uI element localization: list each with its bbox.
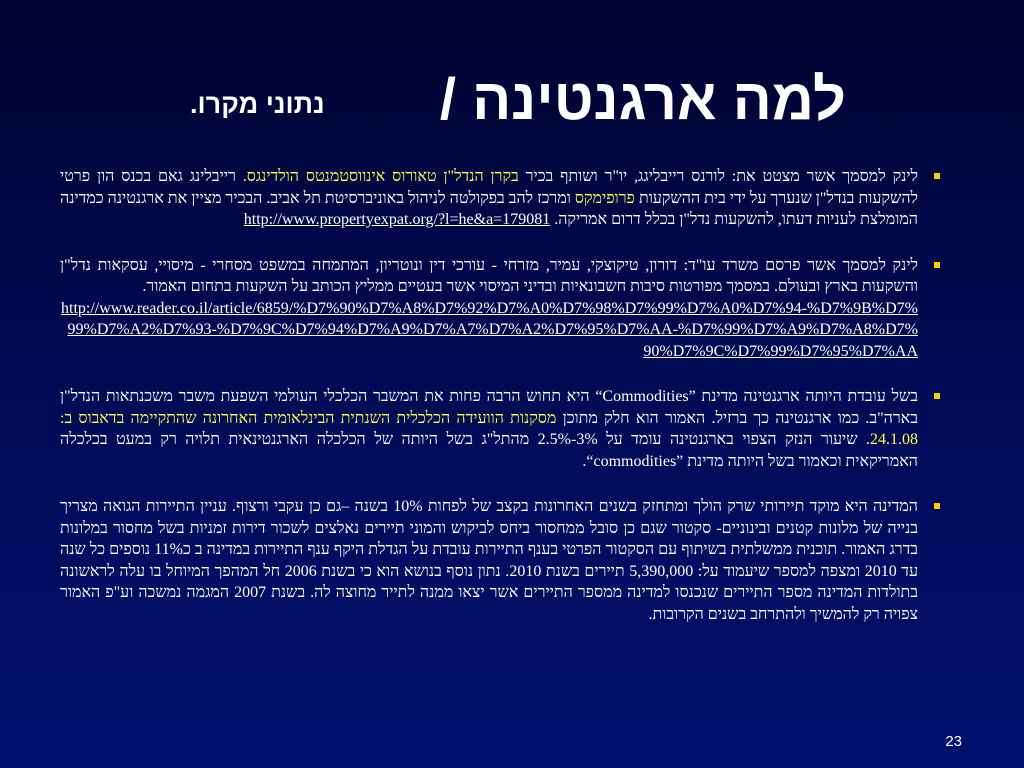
bullet-item-1 [60,166,940,231]
bullet-1-highlight-fund: בקרן הנדל"ן טאורוס אינווסטמנטס הולדינגס. [242,168,519,185]
bullet-3-percent: 2.5%-3% [537,431,598,448]
bullet-3-text: בשל עובדת היותה ארגנטינה מדינת [695,388,918,405]
bullet-3-highlight-davos: מסקנות הוועידה הכלכלית השנתית הבינלאומית האחרונה שהתקיימה בדאבוס ב: 24.1.08 [60,409,918,448]
bullet-4-text: המדינה היא מוקד תיירותי שרק הולך ומתחזק בשנים האחרונות בקצב של לפחות 10% בשנה –גם כן עקבי ורצוף. עניין התיירות הגואה מצריך בנייה של מלונות קטנים ובינוניים- סקטור שגם כן סובל ממחסור ביחס לביקוש והמוני תיירים נאלצים לשכור דירות זמניות בשל מחסור במלונות בדרג האמור. תוכנית ממשלתית בשיתוף עם הסקטור הפרטי בענף התיירות עובדת על הגדלת היקף ענף התיירות במדינה ב כ11% נוספים כל שנה עד 2010 ומצפה למספר שיעמוד על: 5,390,000 תיירים בשנת 2010. נתון נוסף בנושא הוא כי בשנת 2006 חל המהפך המיוחל בו עלה לראשונה בתולדות המדינה מספר התיירים שנכנסו למדינה ממספר התיירים אשר יצאו ממנה לתייר מחוצה לה. בשנת 2007 המגמה נמשכה וע"פ האמור צפויה רק להמשיך ולהתרחב בשנים הקרובות. [60,498,919,623]
slide-content [60,166,940,649]
slide-title [0,60,1024,140]
bullet-3-text-2: היא תחוש הרבה פחות את המשבר הכלכלי העולמי השפעת משבר משכנתאות הנדל"ן בארה"ב. כמו ארגנטינה כך ברזיל. האמור הוא חלק מתוכן [60,388,918,427]
bullet-marker-icon [934,393,940,399]
bullet-item-4 [60,496,940,625]
bullet-3-text-3: . שיעור הנזק הצפוי בארגנטינה עומד על [597,431,870,448]
bullet-3-commodities-quote-2: “commodities” [586,452,684,470]
title-main: למה ארגנטינה / [439,67,846,132]
bullet-item-2 [60,255,940,363]
bullet-1-text: לינק למסמך אשר מצטט את: לורנס רייבליגג, יו"ר ושותף בכיר [518,168,919,185]
bullet-2-text: לינק למסמך אשר פרסם משרד עו"ד: דורון, טיקוצקי, עמיר, מזרחי - עורכי דין ונוטריון, המתמחה במשפט מסחרי - מיסויי, עסקאות נדל"ן והשקעות בארץ ובעולם. במסמך מפורטות סיבות חשבונאיות ובדיני המיסוי אשר בעטיים ממליץ הכותב על השקעות בתחום האמור. [60,256,918,295]
bullet-3-text-4: מהתל"ג בשל היותה של הכלכלה הארגנטינאית תלויה רק במעט בכלכלה האמריקאית וכאמור בשל היותה מדינת [60,431,918,470]
bullet-2-link[interactable]: http://www.reader.co.il/article/6859/%D7%90%D7%A8%D7%92%D7%A0%D7%98%D7%99%D7%A0%D7%94-%D7%9B%D7%99%D7%A2%D7%93-%D7%9C%D7%94%D7%A9%D7%A7%D7%A2%D7%95%D7%AA-%D7%99%D7%A9%D7%A8%D7%90%D7%9C%D7%99%D7%95%D7%AA [61,299,918,360]
title-subtitle: נתוני מקרו. [190,89,325,119]
bullet-1-text-2: רייבלינג גאם בכנס הון פרטי להשקעות בנדל"ן שנערך על ידי בית ההשקעות [60,168,919,207]
page-number: 23 [945,733,962,750]
bullet-1-link[interactable]: http://www.propertyexpat.org/?l=he&a=179081 [243,211,551,228]
bullet-marker-icon [934,262,940,268]
bullet-1-text-3: ומרכז להב בפקולטה לניהול באוניברסיטת תל אביב. הבכיר מציין את ארגנטינה כמדינה המומלצת לעניות דעתו, להשקעות נדל"ן בכלל דרום אמריקה. [60,189,918,228]
bullet-item-3 [60,386,940,472]
bullet-1-highlight-profimax: פרופימקס [574,189,635,207]
bullet-marker-icon [934,503,940,509]
bullet-3-text-5: . [582,452,587,470]
bullet-3-commodities-quote: “Commodities” [595,388,696,405]
bullet-marker-icon [934,173,940,179]
